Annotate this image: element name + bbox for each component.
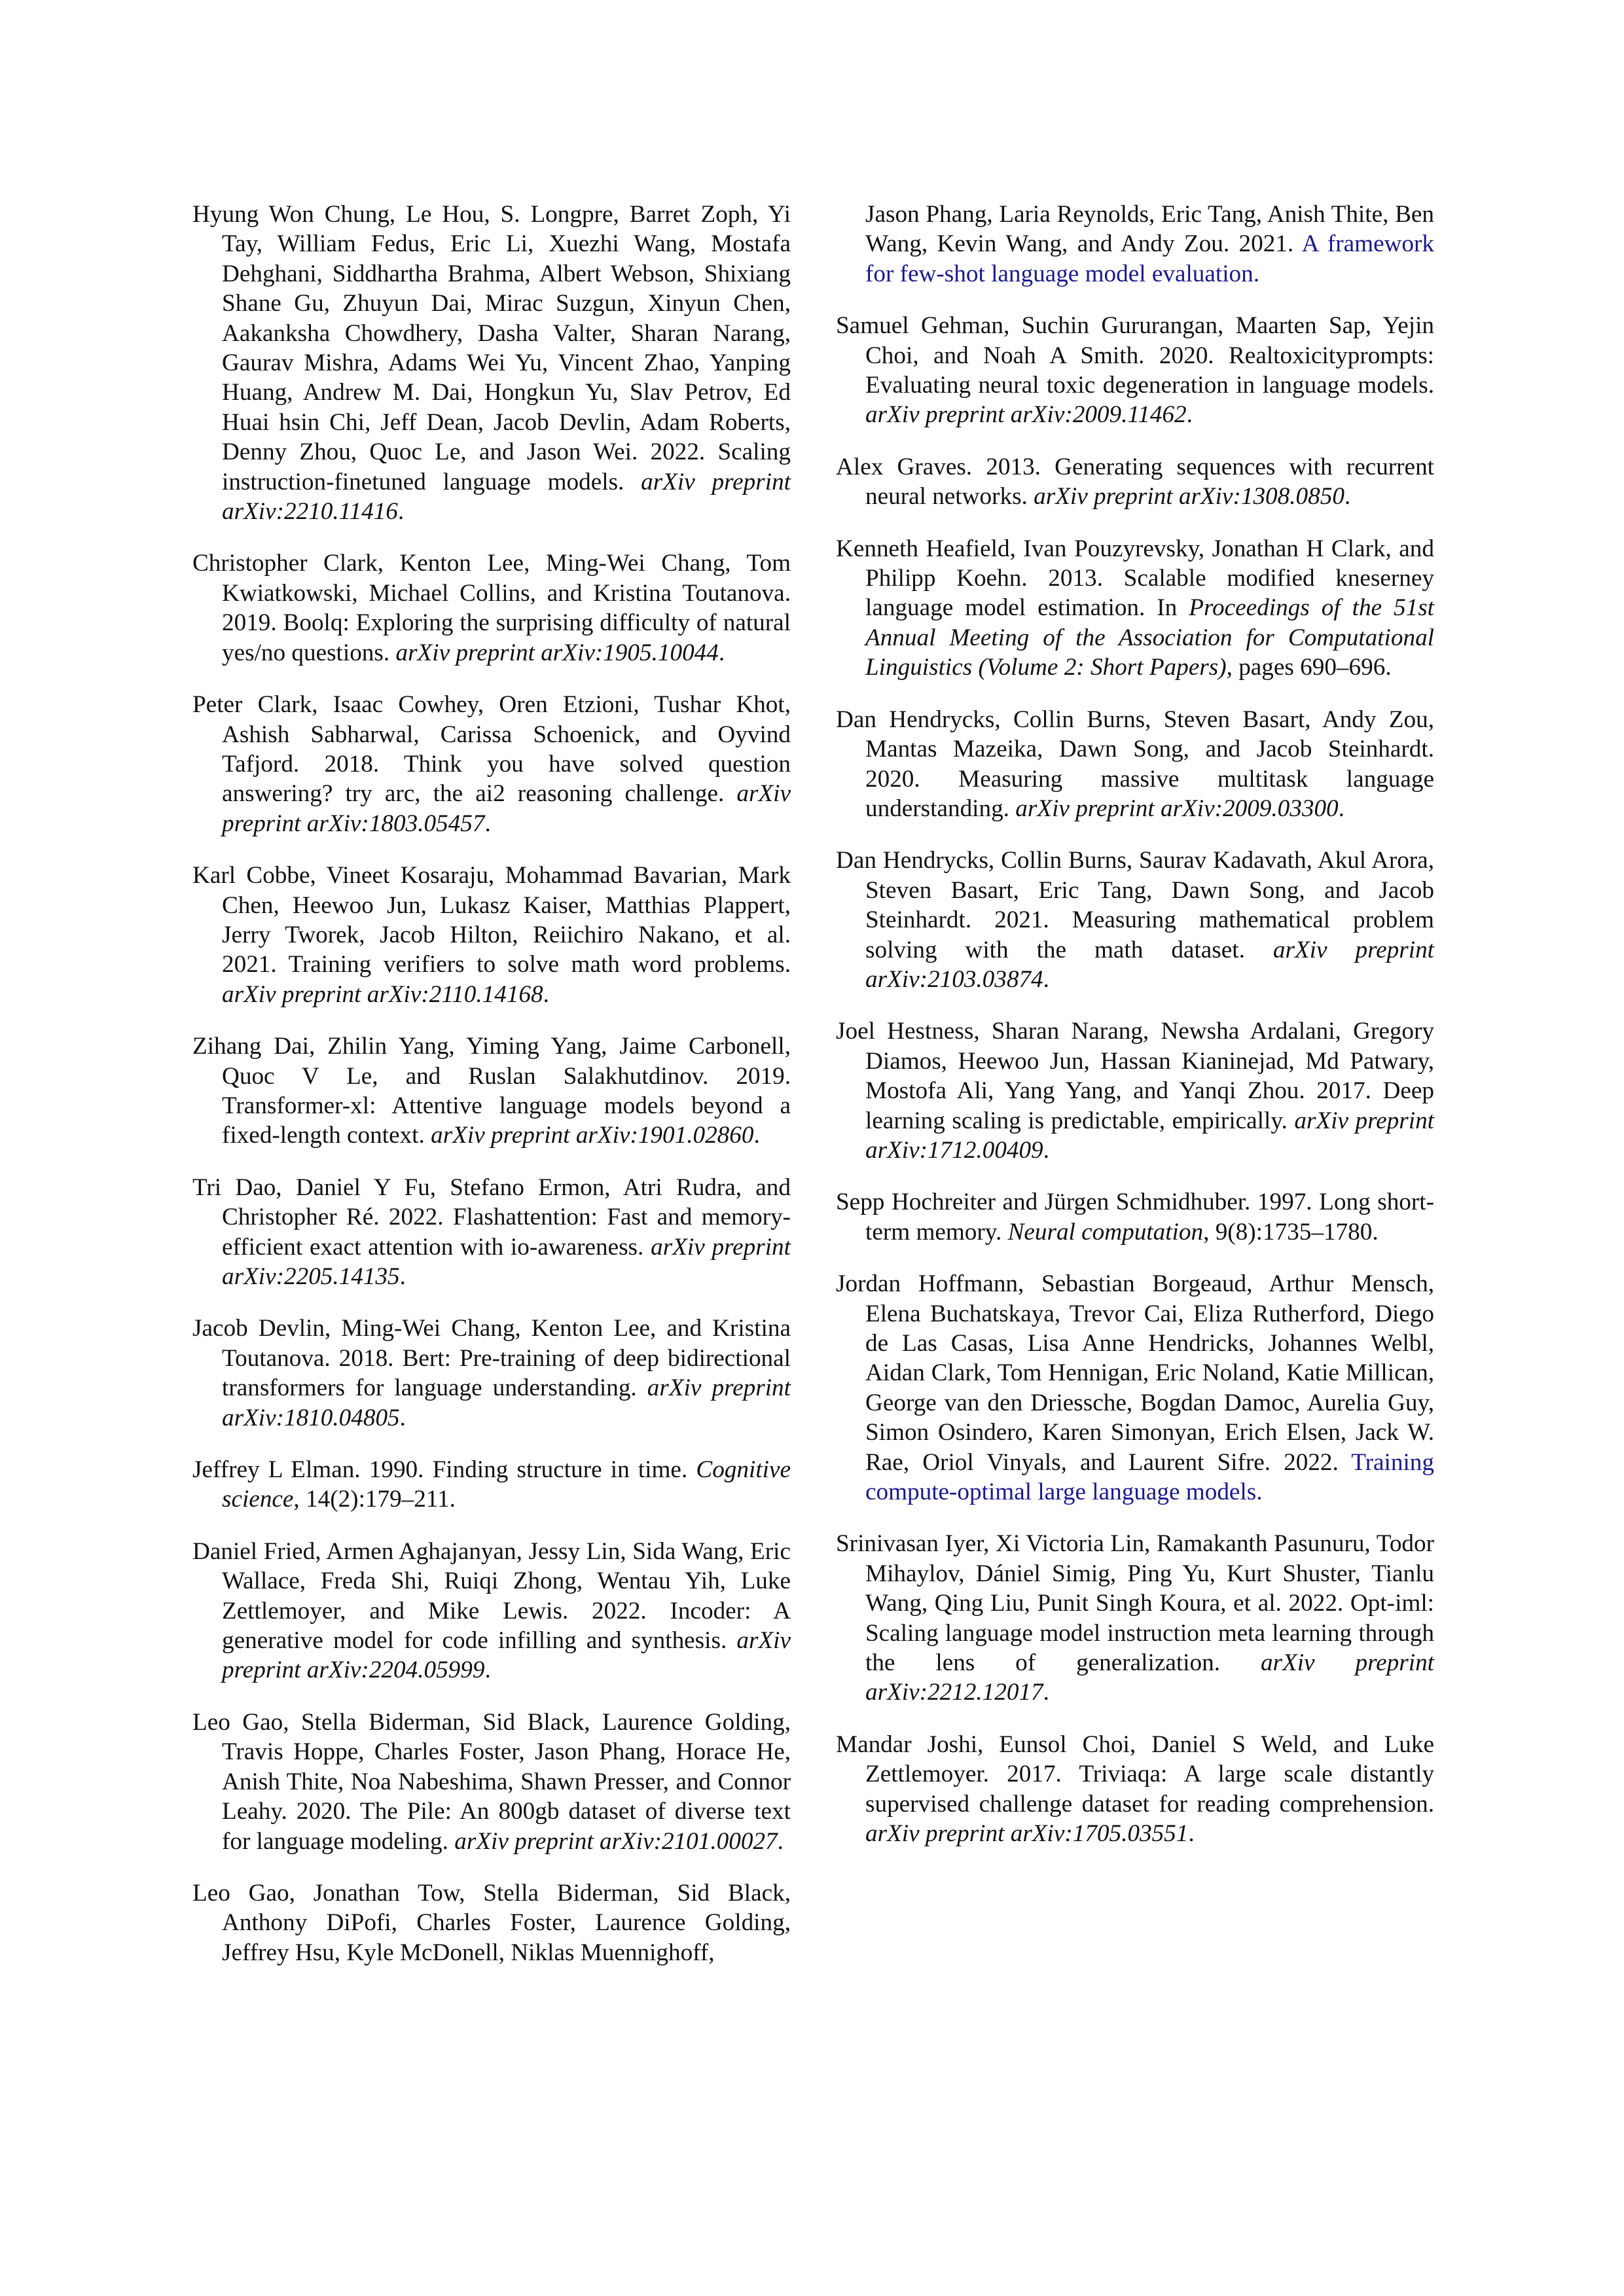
- reference-gao-2020: Leo Gao, Stella Biderman, Sid Black, Laurence Golding, Travis Hoppe, Charles Foster, Jason Phang, Horace He, Anish Thite, Noa Nabeshima, Shawn Presser, and Connor Leahy. 2020. The Pile: An 800gb dataset of diverse text for language modeling. arXiv preprint arXiv:2101.00027.: [192, 1708, 791, 1855]
- reference-hendrycks-2020: Dan Hendrycks, Collin Burns, Steven Basart, Andy Zou, Mantas Mazeika, Dawn Song, and Jacob Steinhardt. 2020. Measuring massive multitask language understanding. arXiv preprint arXiv:2009.03300.: [836, 706, 1434, 822]
- reference-cobbe-2021: Karl Cobbe, Vineet Kosaraju, Mohammad Bavarian, Mark Chen, Heewoo Jun, Lukasz Kaiser, Matthias Plappert, Jerry Tworek, Jacob Hilton, Reiichiro Nakano, et al. 2021. Training verifiers to solve math word problems. arXiv preprint arXiv:2110.14168.: [192, 862, 791, 1008]
- reference-chung-2022: Hyung Won Chung, Le Hou, S. Longpre, Barret Zoph, Yi Tay, William Fedus, Eric Li, Xuezhi Wang, Mostafa Dehghani, Siddhartha Brahma, Albert Webson, Shixiang Shane Gu, Zhuyun Dai, Mirac Suzgun, Xinyun Chen, Aakanksha Chowdhery, Dasha Valter, Sharan Narang, Gaurav Mishra, Adams Wei Yu, Vincent Zhao, Yanping Huang, Andrew M. Dai, Hongkun Yu, Slav Petrov, Ed Huai hsin Chi, Jeff Dean, Jacob Devlin, Adam Roberts, Denny Zhou, Quoc Le, and Jason Wei. 2022. Scaling instruction-finetuned language models. arXiv preprint arXiv:2210.11416.: [192, 201, 791, 526]
- references-right-column: [836, 200, 1434, 1871]
- reference-gao-2021-part2: Jason Phang, Laria Reynolds, Eric Tang, Anish Thite, Ben Wang, Kevin Wang, and Andy Zou. 2021. A framework for few-shot language model evaluation.: [865, 201, 1435, 287]
- reference-link[interactable]: A framework for few-shot language model evaluation.: [865, 230, 1435, 287]
- reference-devlin-2018: Jacob Devlin, Ming-Wei Chang, Kenton Lee, and Kristina Toutanova. 2018. Bert: Pre-training of deep bidirectional transformers for language understanding. arXiv preprint arXiv:1810.04805.: [192, 1315, 791, 1431]
- reference-hoffmann-2022: Jordan Hoffmann, Sebastian Borgeaud, Arthur Mensch, Elena Buchatskaya, Trevor Cai, Eliza Rutherford, Diego de Las Casas, Lisa Anne Hendricks, Johannes Welbl, Aidan Clark, Tom Hennigan, Eric Noland, Katie Millican, George van den Driessche, Bogdan Damoc, Aurelia Guy, Simon Osindero, Karen Simonyan, Erich Elsen, Jack W. Rae, Oriol Vinyals, and Laurent Sifre. 2022. Training compute-optimal large language models.: [836, 1270, 1434, 1506]
- reference-clark-2018: Peter Clark, Isaac Cowhey, Oren Etzioni, Tushar Khot, Ashish Sabharwal, Carissa Schoenick, and Oyvind Tafjord. 2018. Think you have solved question answering? try arc, the ai2 reasoning challenge. arXiv preprint arXiv:1803.05457.: [192, 691, 791, 837]
- reference-hestness-2017: Joel Hestness, Sharan Narang, Newsha Ardalani, Gregory Diamos, Heewoo Jun, Hassan Kianinejad, Md Patwary, Mostofa Ali, Yang Yang, and Yanqi Zhou. 2017. Deep learning scaling is predictable, empirically. arXiv preprint arXiv:1712.00409.: [836, 1018, 1434, 1164]
- reference-iyer-2022: Srinivasan Iyer, Xi Victoria Lin, Ramakanth Pasunuru, Todor Mihaylov, Dániel Simig, Ping Yu, Kurt Shuster, Tianlu Wang, Qing Liu, Punit Singh Koura, et al. 2022. Opt-iml: Scaling language model instruction meta learning through the lens of generalization. arXiv preprint arXiv:2212.12017.: [836, 1530, 1434, 1706]
- reference-heafield-2013: Kenneth Heafield, Ivan Pouzyrevsky, Jonathan H Clark, and Philipp Koehn. 2013. Scalable modified kneserney language model estimation. In Proceedings of the 51st Annual Meeting of the Association for Computational Linguistics (Volume 2: Short Papers), pages 690–696.: [836, 535, 1435, 681]
- reference-joshi-2017: Mandar Joshi, Eunsol Choi, Daniel S Weld, and Luke Zettlemoyer. 2017. Triviaqa: A large scale distantly supervised challenge dataset for reading comprehension. arXiv preprint arXiv:1705.03551.: [836, 1731, 1434, 1848]
- reference-link[interactable]: Training compute-optimal large language models.: [865, 1448, 1434, 1506]
- reference-graves-2013: Alex Graves. 2013. Generating sequences with recurrent neural networks. arXiv preprint arXiv:1308.0850.: [836, 453, 1434, 511]
- references-left-column: [192, 200, 791, 1990]
- reference-dai-2019: Zihang Dai, Zhilin Yang, Yiming Yang, Jaime Carbonell, Quoc V Le, and Ruslan Salakhutdinov. 2019. Transformer-xl: Attentive language models beyond a fixed-length context. arXiv preprint arXiv:1901.02860.: [192, 1033, 791, 1149]
- reference-gao-2021-part1: Leo Gao, Jonathan Tow, Stella Biderman, Sid Black, Anthony DiPofi, Charles Foster, Laurence Golding, Jeffrey Hsu, Kyle McDonell, Niklas Muennighoff,: [192, 1879, 791, 1966]
- reference-hendrycks-2021: Dan Hendrycks, Collin Burns, Saurav Kadavath, Akul Arora, Steven Basart, Eric Tang, Dawn Song, and Jacob Steinhardt. 2021. Measuring mathematical problem solving with the math dataset. arXiv preprint arXiv:2103.03874.: [836, 847, 1434, 993]
- reference-dao-2022: Tri Dao, Daniel Y Fu, Stefano Ermon, Atri Rudra, and Christopher Ré. 2022. Flashattention: Fast and memory-efficient exact attention with io-awareness. arXiv preprint arXiv:2205.14135.: [192, 1174, 791, 1290]
- reference-clark-2019: Christopher Clark, Kenton Lee, Ming-Wei Chang, Tom Kwiatkowski, Michael Collins, and Kristina Toutanova. 2019. Boolq: Exploring the surprising difficulty of natural yes/no questions. arXiv preprint arXiv:1905.10044.: [192, 550, 791, 666]
- reference-hochreiter-1997: Sepp Hochreiter and Jürgen Schmidhuber. 1997. Long short-term memory. Neural computation, 9(8):1735–1780.: [836, 1189, 1434, 1246]
- reference-gehman-2020: Samuel Gehman, Suchin Gururangan, Maarten Sap, Yejin Choi, and Noah A Smith. 2020. Realtoxicityprompts: Evaluating neural toxic degeneration in language models. arXiv preprint arXiv:2009.11462.: [836, 312, 1434, 429]
- reference-fried-2022: Daniel Fried, Armen Aghajanyan, Jessy Lin, Sida Wang, Eric Wallace, Freda Shi, Ruiqi Zhong, Wentau Yih, Luke Zettlemoyer, and Mike Lewis. 2022. Incoder: A generative model for code infilling and synthesis. arXiv preprint arXiv:2204.05999.: [192, 1537, 791, 1684]
- reference-elman-1990: Jeffrey L Elman. 1990. Finding structure in time. Cognitive science, 14(2):179–211.: [192, 1456, 791, 1513]
